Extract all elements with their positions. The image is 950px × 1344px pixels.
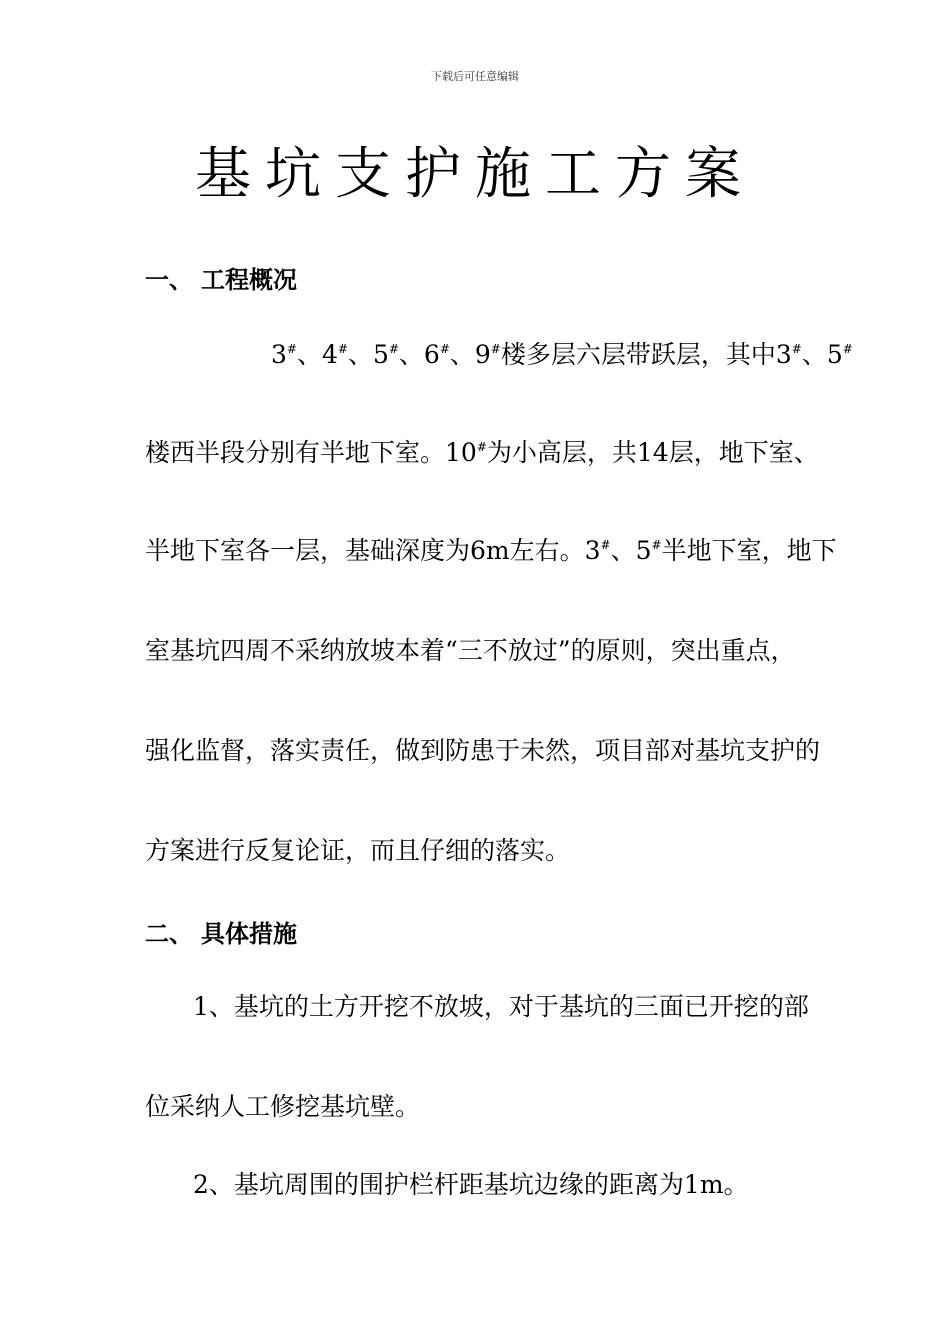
section-number: 一、 bbox=[145, 266, 193, 294]
paragraph-line: 1、基坑的土方开挖不放坡，对于基坑的三面已开挖的部 bbox=[193, 992, 809, 1021]
paragraph-line: 位采纳人工修挖基坑壁。 bbox=[145, 1092, 421, 1121]
section-number: 二、 bbox=[145, 920, 193, 948]
paragraph-line: 强化监督，落实责任，做到防患于未然，项目部对基坑支护的 bbox=[145, 736, 821, 765]
paragraph-line: 室基坑四周不采纳放坡本着“三不放过”的原则，突出重点， bbox=[145, 636, 796, 665]
paragraph-line: 方案进行反复论证，而且仔细的落实。 bbox=[145, 836, 571, 865]
paragraph-line: 2、基坑周围的围护栏杆距基坑边缘的距离为1m。 bbox=[193, 1170, 749, 1199]
document-title: 基坑支护施工方案 bbox=[195, 142, 755, 207]
section-title: 具体措施 bbox=[201, 920, 297, 948]
section-heading-measures bbox=[145, 914, 297, 949]
paragraph-line: 3#、4#、5#、6#、9#楼多层六层带跃层，其中3#、5# bbox=[271, 340, 853, 369]
paragraph-line: 楼西半段分别有半地下室。10#为小高层，共14层，地下室、 bbox=[145, 438, 819, 467]
paragraph-line: 半地下室各一层，基础深度为6m左右。3#、5#半地下室，地下 bbox=[145, 536, 837, 565]
header-note: 下载后可任意编辑 bbox=[431, 70, 519, 83]
section-title: 工程概况 bbox=[201, 266, 297, 294]
section-heading-overview bbox=[145, 260, 297, 295]
